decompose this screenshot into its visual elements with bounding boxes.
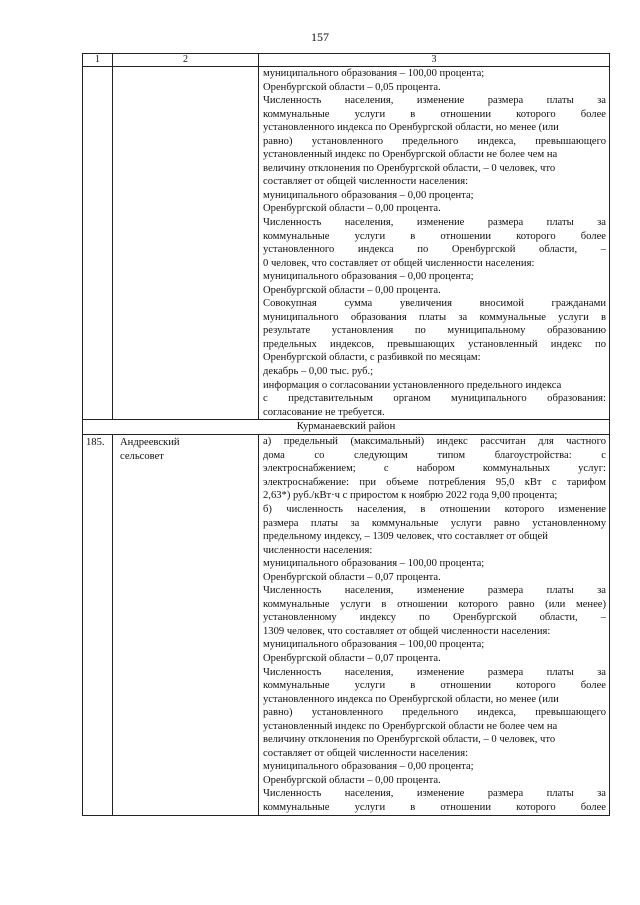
text-line: Численность населения, изменение размера платы за xyxy=(263,666,606,678)
column-number-2: 2 xyxy=(113,54,259,67)
text-line: с представительным органом муниципального образования: xyxy=(263,393,606,405)
text-line: результате установления по муниципальному образованию xyxy=(263,325,606,337)
text-line: составляет от общей численности населения: xyxy=(263,176,469,188)
text-line: установленному индексу по Оренбургской области, – xyxy=(263,612,606,624)
page-number: 157 xyxy=(311,30,329,44)
text-line: равно) установленного предельного индекса, превышающего xyxy=(263,707,606,719)
text-line: Оренбургской области – 0,07 процента. xyxy=(263,571,441,583)
entry-description-cell xyxy=(259,435,610,815)
text-line: электроснабжение: при объеме потребления 95,0 кВт с тарифом xyxy=(263,476,606,488)
text-line: муниципального образования платы за коммунальные услуги в xyxy=(263,311,606,323)
text-line: установленного индекса по Оренбургской области, но менее (или xyxy=(263,122,559,134)
text-line: численности населения: xyxy=(263,544,373,556)
entry-row xyxy=(83,435,610,815)
text-line: коммунальные услуги в отношении которого равно (или менее) xyxy=(263,598,606,610)
continued-row xyxy=(83,67,610,420)
text-line: 1309 человек, что составляет от общей численности населения: xyxy=(263,625,551,637)
continued-description-cell xyxy=(259,67,610,420)
text-line: согласование не требуется. xyxy=(263,406,385,418)
text-line: муниципального образования – 0,00 процента; xyxy=(263,761,474,773)
place-line: Андреевский xyxy=(120,437,180,449)
text-line: информация о согласовании установленного предельного индекса xyxy=(263,379,562,391)
text-line: размера платы за коммунальные услуги равно установленному xyxy=(263,517,606,529)
text-line: муниципального образования – 0,00 процента; xyxy=(263,189,474,201)
text-line: дома со следующим типом благоустройства: с xyxy=(263,449,606,461)
text-line: муниципального образования – 0,00 процента; xyxy=(263,271,474,283)
text-line: коммунальные услуги в отношении которого более xyxy=(263,230,606,242)
place-line: сельсовет xyxy=(120,450,164,462)
text-line: Оренбургской области – 0,05 процента. xyxy=(263,81,441,93)
district-heading: Курманаевский район xyxy=(83,420,610,435)
text-line: Численность населения, изменение размера платы за xyxy=(263,788,606,800)
text-line: величину отклонения по Оренбургской области, – 0 человек, что xyxy=(263,162,556,174)
text-line: Совокупная сумма увеличения вносимой гражданами xyxy=(263,298,606,310)
text-line: муниципального образования – 100,00 процента; xyxy=(263,68,485,79)
text-line: установленного индекса по Оренбургской области, но менее (или xyxy=(263,693,559,705)
continued-place-cell xyxy=(113,67,259,420)
text-line: Оренбургской области, с разбивкой по месяцам: xyxy=(263,352,481,364)
text-line: декабрь – 0,00 тыс. руб.; xyxy=(263,366,374,378)
text-line: муниципального образования – 100,00 процента; xyxy=(263,558,485,570)
text-line: Оренбургской области – 0,07 процента. xyxy=(263,652,441,664)
column-number-1: 1 xyxy=(83,54,113,67)
entry-number: 185. xyxy=(83,435,113,815)
text-line: муниципального образования – 100,00 процента; xyxy=(263,639,485,651)
text-line: установленный индекс по Оренбургской области не более чем на xyxy=(263,720,558,732)
text-line: предельных индексов, превышающих установленный индекс по xyxy=(263,338,606,350)
continued-number-cell xyxy=(83,67,113,420)
text-line: коммунальные услуги в отношении которого более xyxy=(263,801,606,813)
text-line: Оренбургской области – 0,00 процента. xyxy=(263,203,441,215)
text-line: 0 человек, что составляет от общей численности населения: xyxy=(263,257,535,269)
column-number-3: 3 xyxy=(259,54,610,67)
text-line: Оренбургской области – 0,00 процента. xyxy=(263,774,441,786)
text-line: Численность населения, изменение размера платы за xyxy=(263,217,606,229)
text-line: коммунальные услуги в отношении которого более xyxy=(263,680,606,692)
text-line: б) численность населения, в отношении которого изменение xyxy=(263,503,606,515)
text-line: Численность населения, изменение размера платы за xyxy=(263,585,606,597)
indices-table xyxy=(82,53,610,816)
entry-place xyxy=(113,435,259,815)
text-line: Численность населения, изменение размера платы за xyxy=(263,95,606,107)
text-line: а) предельный (максимальный) индекс рассчитан для частного xyxy=(263,436,606,448)
column-number-row xyxy=(83,54,610,67)
text-line: коммунальные услуги в отношении которого более xyxy=(263,108,606,120)
text-line: электроснабжением; с набором коммунальных услуг: xyxy=(263,463,606,475)
text-line: Оренбургской области – 0,00 процента. xyxy=(263,284,441,296)
text-line: предельному индексу, – 1309 человек, что составляет от общей xyxy=(263,531,548,543)
text-line: установленный индекс по Оренбургской области не более чем на xyxy=(263,149,558,161)
text-line: составляет от общей численности населения: xyxy=(263,747,469,759)
text-line: 2,63*) руб./кВт·ч с приростом к ноябрю 2022 года 9,00 процента; xyxy=(263,490,558,502)
district-row xyxy=(83,420,610,435)
text-line: равно) установленного предельного индекса, превышающего xyxy=(263,135,606,147)
text-line: установленного индекса по Оренбургской области, – xyxy=(263,244,606,256)
text-line: величину отклонения по Оренбургской области, – 0 человек, что xyxy=(263,734,556,746)
